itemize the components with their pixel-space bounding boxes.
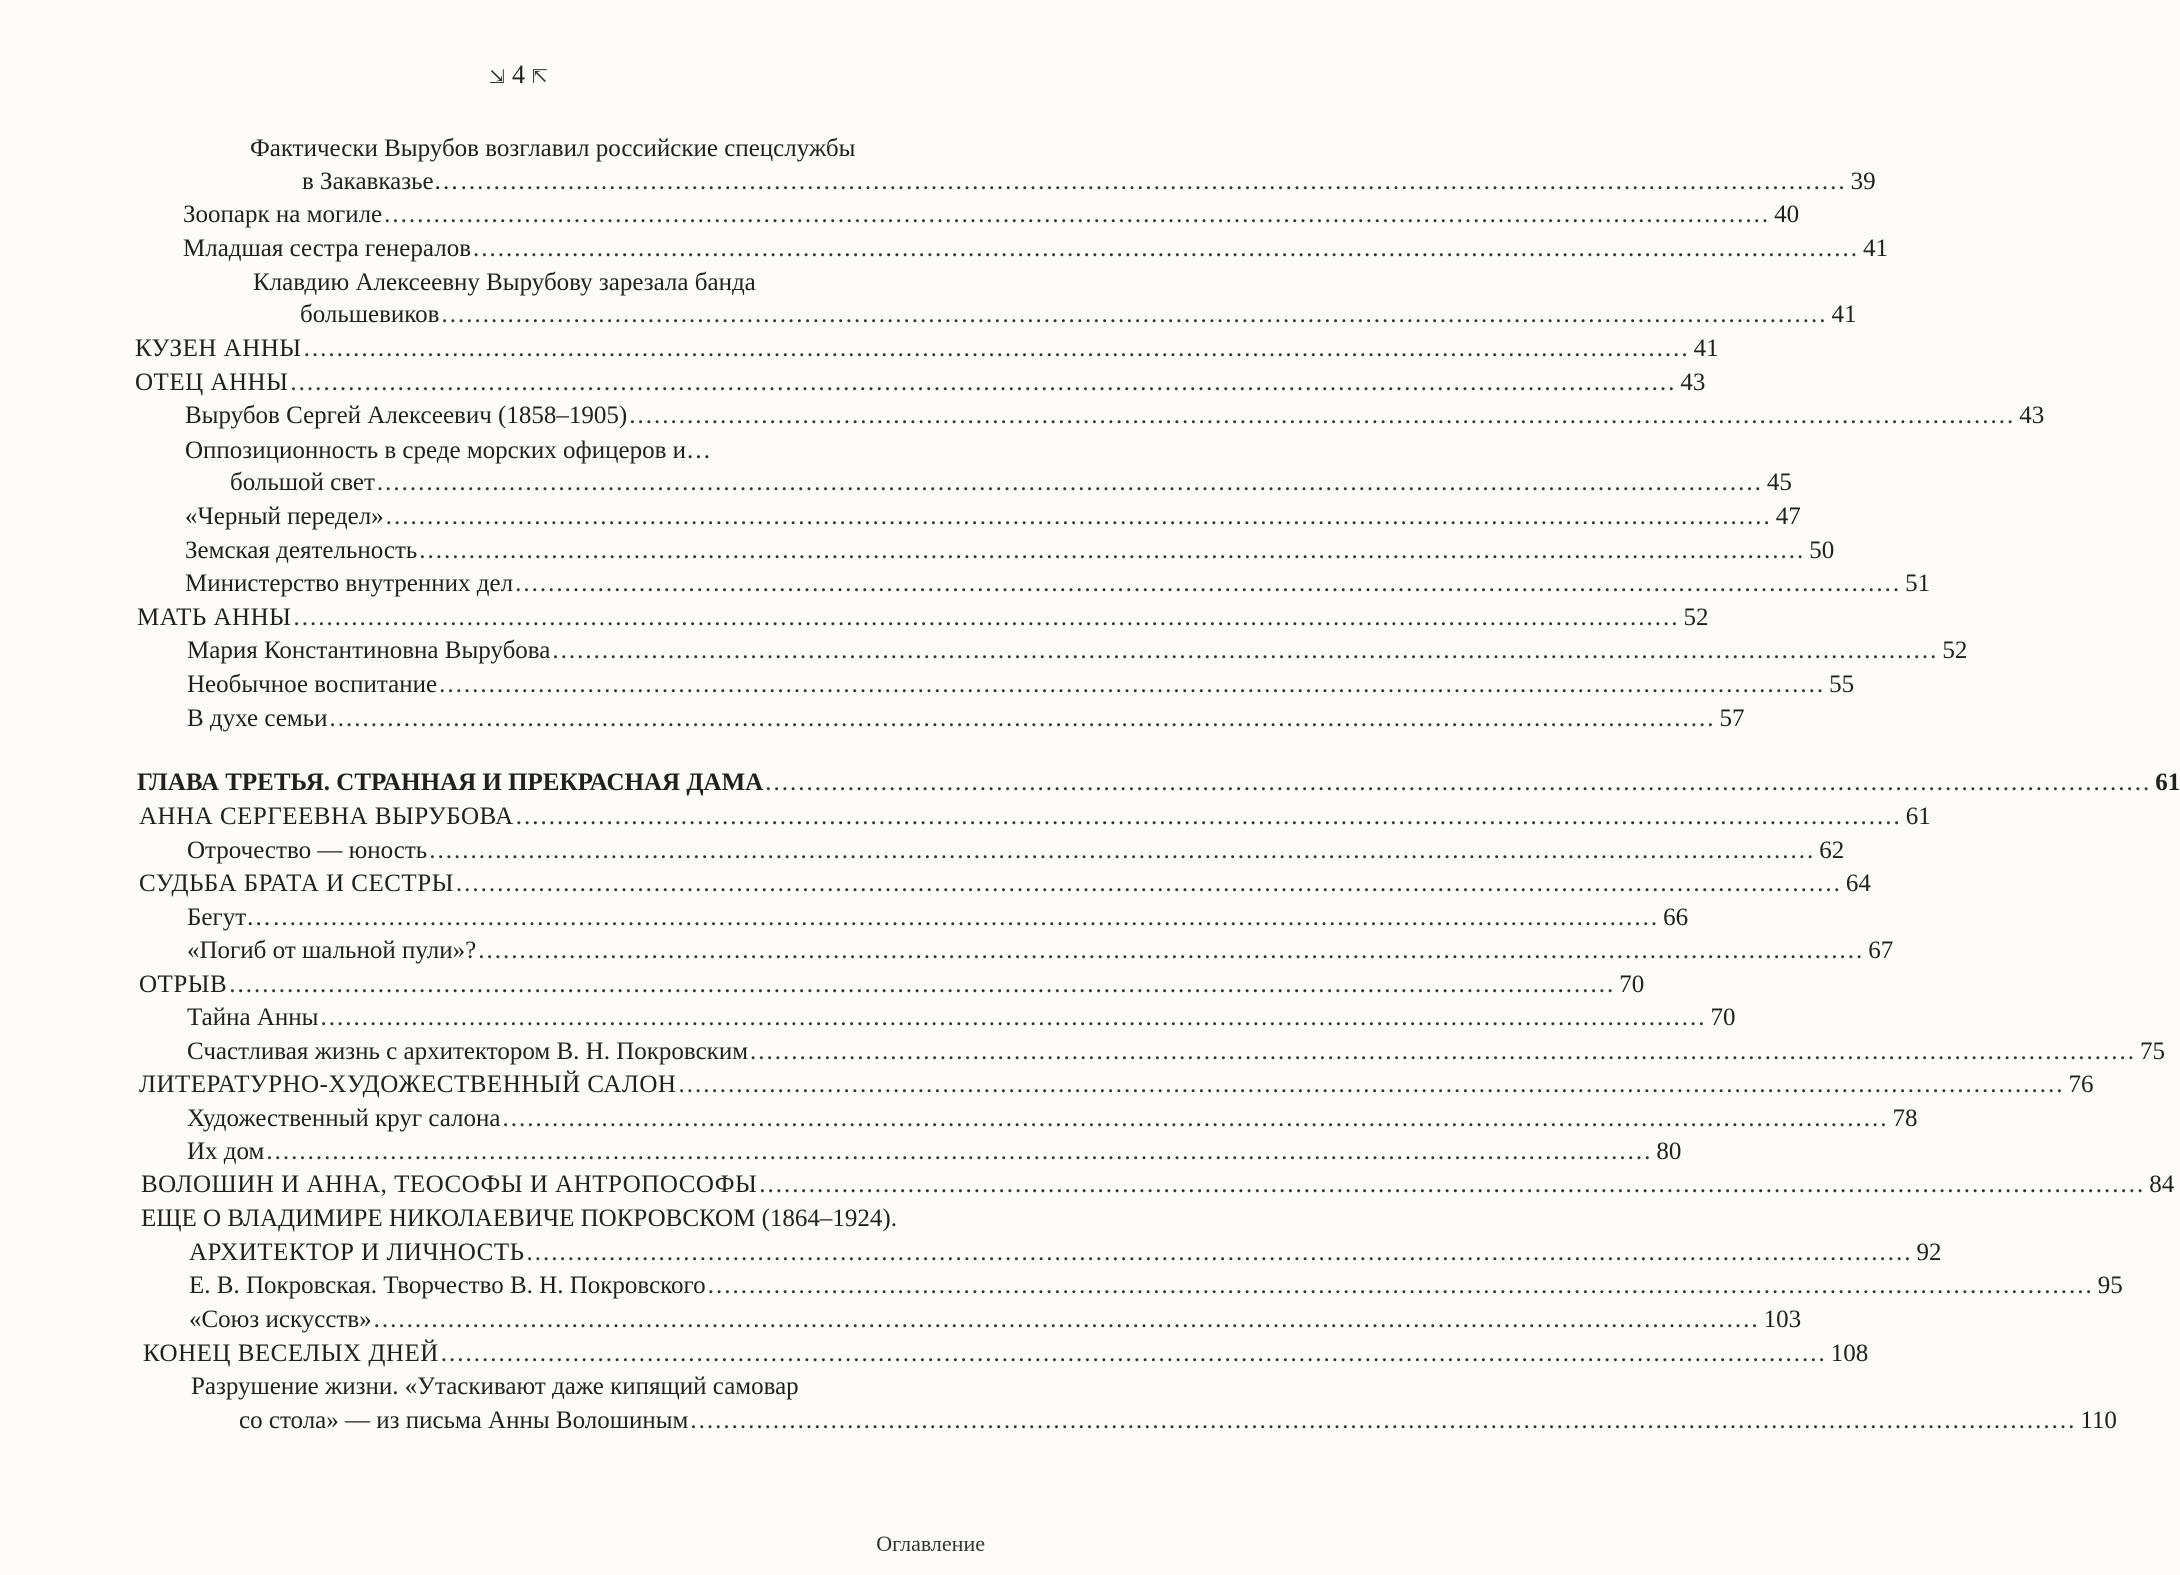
toc-entry-title: Министерство внутренних дел [185,570,514,597]
toc-entry[interactable] [0,1303,1802,1337]
toc-entry-page: 84 [2149,1171,2175,1198]
dot-leader: ........................................................................................................................................................................ [552,637,1939,664]
dot-leader: ........................................................................................................................................................................ [526,1239,1913,1266]
dot-leader: ........................................................................................................................................................................ [478,937,1865,964]
toc-entry[interactable] [0,1269,2123,1303]
toc-entry-title: Мария Константиновна Вырубова [187,637,551,664]
toc-entry-page: 75 [2140,1038,2166,1065]
toc-entry[interactable] [0,500,1801,534]
toc-entry-page: 57 [1719,705,1745,732]
toc-entry[interactable] [0,232,1889,266]
toc-entry[interactable] [0,1001,1736,1035]
toc-entry[interactable] [0,198,1800,232]
toc-entry-page: 62 [1819,837,1845,864]
toc-entry[interactable] [0,1202,1037,1236]
dot-leader: ........................................................................................................................................................................ [419,537,1806,564]
toc-entry-title: Земская деятельность [185,537,418,564]
dot-leader: ........................................................................................................................................................................ [384,201,1771,228]
toc-entry-page: 66 [1663,904,1689,931]
dot-leader: ........................................................................................................................................................................ [765,769,2152,796]
toc-entry[interactable] [0,366,1706,400]
dot-leader: ........................................................................................................................................................................ [759,1171,2146,1198]
dot-leader: ........................................................................................................................................................................ [373,1306,1760,1333]
toc-entry-title: «Союз искусств» [189,1306,372,1333]
toc-entry[interactable] [0,934,1894,968]
toc-entry[interactable] [0,1035,2166,1069]
toc-entry-page: 67 [1868,937,1894,964]
dot-leader: ........................................................................................................................................................................ [690,1407,2077,1434]
toc-entry-title-line1: ЕЩЕ О ВЛАДИМИРЕ НИКОЛАЕВИЧЕ ПОКРОВСКОМ (1864–1924). [141,1205,897,1232]
toc-entry-page: 108 [1830,1340,1869,1367]
dot-leader: ........................................................................................................................................................................ [290,369,1677,396]
toc-chapter-heading[interactable] [0,766,2180,800]
toc-entry-page: 40 [1774,201,1800,228]
toc-entry-page: 55 [1829,671,1855,698]
dot-leader: ........................................................................................................................................................................ [329,705,1716,732]
toc-entry-page: 80 [1656,1138,1682,1165]
dot-leader: ........................................................................................................................................................................ [473,235,1860,262]
running-footer: Оглавление [876,1531,985,1556]
toc-entry-title: со стола» — из письма Анны Волошиным [239,1407,689,1434]
toc-entry-title: АРХИТЕКТОР И ЛИЧНОСТЬ [189,1239,525,1266]
toc-entry[interactable] [0,567,1931,601]
toc-entry[interactable] [0,634,1968,668]
dot-leader: ........................................................................................................................................................................ [750,1038,2137,1065]
toc-entry-title: большой свет [230,469,375,496]
toc-entry-title-line1: Разрушение жизни. «Утаскивают даже кипящий самовар [191,1373,799,1400]
toc-entry-title: В духе семьи [187,705,328,732]
toc-entry[interactable] [0,702,1745,736]
toc-entry-title: «Черный передел» [185,503,384,530]
dot-leader: ........................................................................................................................................................................ [266,1138,1653,1165]
toc-entry-title: ВОЛОШИН И АННА, ТЕОСОФЫ И АНТРОПОСОФЫ [141,1171,758,1198]
toc-entry-title: ОТРЫВ [139,971,228,998]
toc-entry-title: Счастливая жизнь с архитектором В. Н. Покровским [187,1038,749,1065]
toc-entry-title: МАТЬ АННЫ [137,604,292,631]
toc-entry[interactable] [0,1068,2094,1102]
dot-leader: ........................................................................................................................................................................ [629,402,2016,429]
toc-entry[interactable] [0,800,1931,834]
toc-entry[interactable] [0,601,1709,635]
dot-leader: ........................................................................................................................................................................ [320,1004,1707,1031]
toc-entry-page: 43 [2019,402,2045,429]
dot-leader: ........................................................................................................................................................................ [429,837,1816,864]
toc-entry-title: Бегут… [187,904,272,931]
toc-entry-page: 41 [1863,235,1889,262]
toc-entry-page: 45 [1766,469,1792,496]
toc-entry[interactable] [0,399,2045,433]
toc-entry-title: Художественный круг салона [187,1105,501,1132]
toc-entry-title-line1: Клавдию Алексеевну Вырубову зарезала банда [253,269,756,296]
toc-entry-continuation[interactable] [0,1404,2117,1438]
toc-entry[interactable] [0,332,1719,366]
toc-entry[interactable] [0,1370,1037,1404]
toc-entry[interactable] [0,668,1855,702]
toc-entry-page: 103 [1763,1306,1802,1333]
dot-leader: ........................................................................................................................................................................ [439,671,1826,698]
page-number-value: 4 [512,60,525,89]
toc-entry-title-line1: Фактически Вырубов возглавил российские спецслужбы [250,135,856,162]
toc-entry-page: 43 [1680,369,1706,396]
dot-leader: ........................................................................................................................................................................ [440,1340,1827,1367]
dot-leader: ........................................................................................................................................................................ [515,570,1902,597]
ornament-left-icon: ⇲ [488,66,506,88]
ornament-right-icon: ⇱ [531,66,549,88]
toc-entry-page: 95 [2097,1272,2123,1299]
toc-entry-page: 70 [1710,1004,1736,1031]
toc-entry[interactable] [0,266,1037,300]
toc-entry-page: 70 [1619,971,1645,998]
toc-entry-title: Необычное воспитание [187,671,438,698]
toc-entry-continuation[interactable] [0,466,1792,500]
dot-leader: ........................................................................................................................................................................ [293,604,1680,631]
toc-entry-title: Е. В. Покровская. Творчество В. Н. Покровского [189,1272,706,1299]
dot-leader: ........................................................................................................................................................................ [502,1105,1889,1132]
toc-entry[interactable] [0,1337,1869,1371]
dot-leader: ........................................................................................................................................................................ [460,168,1847,195]
toc-entry[interactable] [0,1102,1918,1136]
toc-entry-page: 51 [1905,570,1931,597]
toc-entry-title: Отрочество — юность [187,837,428,864]
toc-entry-title: СУДЬБА БРАТА И СЕСТРЫ [139,870,454,897]
toc-entry-title-line1: Оппозиционность в среде морских офицеров и… [185,437,712,464]
toc-entry-continuation[interactable] [0,1236,1942,1270]
toc-entry[interactable] [0,132,1037,166]
toc-entry-page: 61 [2155,769,2180,796]
dot-leader: ........................................................................................................................................................................ [455,870,1842,897]
toc-entry-page: 61 [1905,803,1931,830]
toc-entry-title: Их дом [187,1138,265,1165]
toc-entry[interactable] [0,867,1871,901]
dot-leader: ........................................................................................................................................................................ [376,469,1763,496]
toc-entry[interactable] [0,968,1645,1002]
toc-entry-title: Зоопарк на могиле [183,201,383,228]
toc-entry[interactable] [0,901,1689,935]
dot-leader: ........................................................................................................................................................................ [707,1272,2094,1299]
toc-entry[interactable] [0,534,1835,568]
toc-entry-page: 39 [1850,168,1876,195]
toc-entry-page: 50 [1809,537,1835,564]
toc-entry-title: КУЗЕН АННЫ [135,335,302,362]
toc-entry[interactable] [0,1135,1682,1169]
dot-leader: ........................................................................................................................................................................ [385,503,1772,530]
dot-leader: ........................................................................................................................................................................ [678,1071,2065,1098]
dot-leader: ........................................................................................................................................................................ [273,904,1660,931]
toc-entry-page: 76 [2068,1071,2094,1098]
toc-entry-page: 47 [1775,503,1801,530]
toc-entry-page: 78 [1892,1105,1918,1132]
toc-entry[interactable] [0,834,1845,868]
toc-entry-title: Младшая сестра генералов [183,235,472,262]
dot-leader: ........................................................................................................................................................................ [229,971,1616,998]
toc-entry-title: ГЛАВА ТРЕТЬЯ. СТРАННАЯ И ПРЕКРАСНАЯ ДАМА [137,769,764,796]
toc-entry-page: 52 [1683,604,1709,631]
toc-entry[interactable] [0,1168,2175,1202]
toc-entry-continuation[interactable] [0,298,1857,332]
toc-entry-page: 92 [1916,1239,1942,1266]
toc-entry-title: большевиков [300,301,440,328]
toc-entry-page: 110 [2080,1407,2117,1434]
dot-leader: ........................................................................................................................................................................ [441,301,1828,328]
toc-entry-page: 41 [1693,335,1719,362]
toc-entry-title: КОНЕЦ ВЕСЕЛЫХ ДНЕЙ [143,1340,439,1367]
toc-entry[interactable] [0,434,1037,468]
toc-entry-continuation[interactable] [0,165,1876,199]
toc-entry-title: ЛИТЕРАТУРНО-ХУДОЖЕСТВЕННЫЙ САЛОН [139,1071,677,1098]
toc-entry-page: 41 [1831,301,1857,328]
toc-entry-page: 64 [1845,870,1871,897]
toc-entry-title: «Погиб от шальной пули»? [187,937,477,964]
toc-entry-title: в Закавказье… [302,168,459,195]
toc-entry-title: Вырубов Сергей Алексеевич (1858–1905) [185,402,628,429]
dot-leader: ........................................................................................................................................................................ [515,803,1902,830]
toc-entry-title: ОТЕЦ АННЫ [135,369,289,396]
dot-leader: ........................................................................................................................................................................ [303,335,1690,362]
toc-entry-title: Тайна Анны [187,1004,319,1031]
toc-entry-page: 52 [1942,637,1968,664]
toc-entry-title: АННА СЕРГЕЕВНА ВЫРУБОВА [139,803,514,830]
